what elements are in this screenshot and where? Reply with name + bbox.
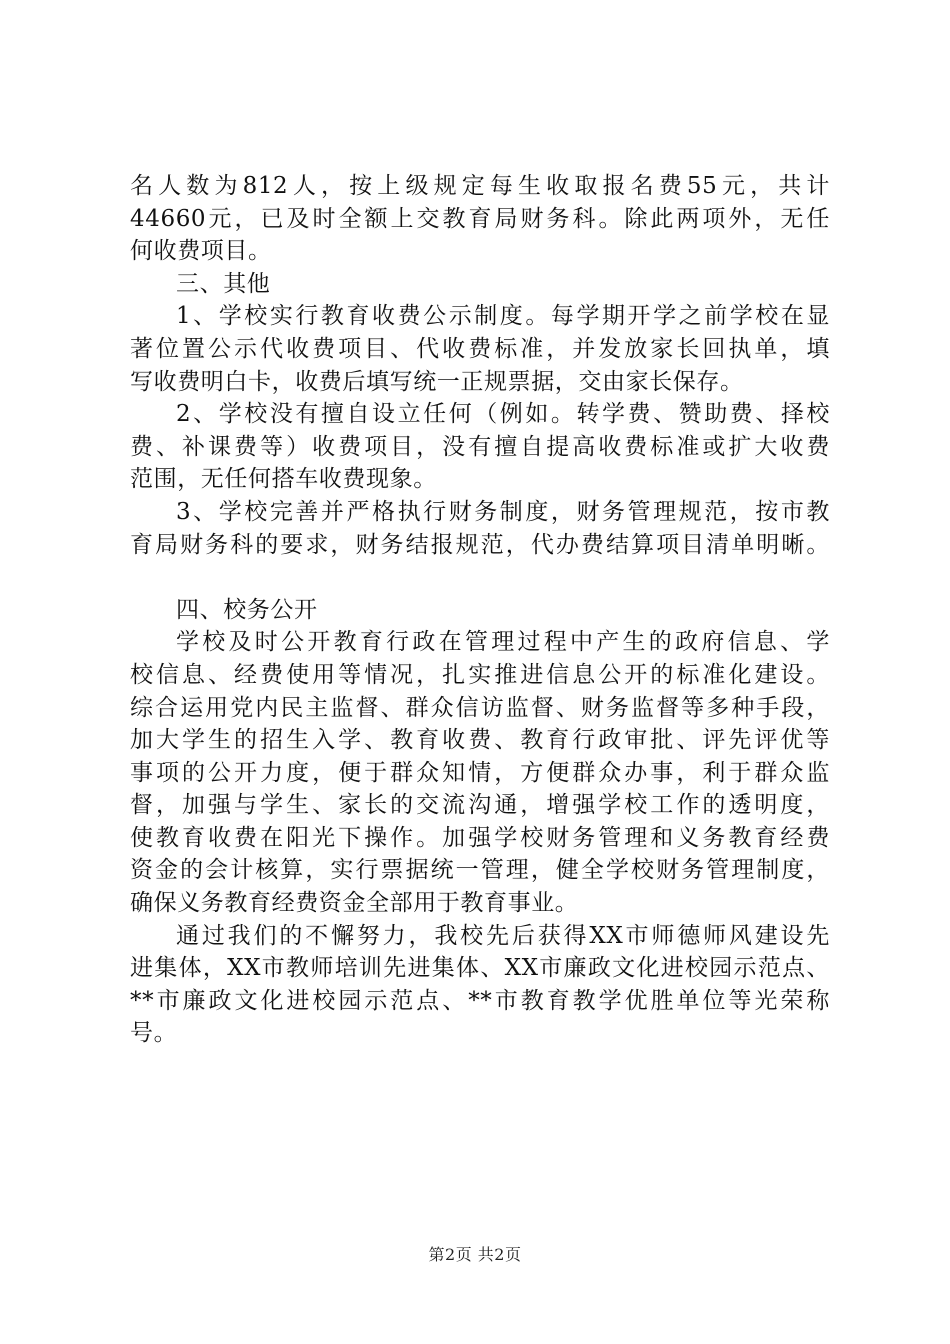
text-line: 校信息、经费使用等情况，扎实推进信息公开的标准化建设。 — [130, 661, 830, 688]
text-line: 督，加强与学生、家长的交流沟通，增强学校工作的透明度， — [130, 792, 830, 819]
text-line: 写收费明白卡，收费后填写统一正规票据，交由家长保存。 — [130, 368, 744, 395]
text-line: 资金的会计核算，实行票据统一管理，健全学校财务管理制度， — [130, 857, 830, 884]
text-line: 进集体，XX市教师培训先进集体、XX市廉政文化进校园示范点、 — [130, 955, 830, 982]
page-number-footer: 第2页 共2页 — [428, 1245, 522, 1264]
text-line: **市廉政文化进校园示范点、**市教育教学优胜单位等光荣称 — [130, 987, 830, 1014]
text-line: 2、学校没有擅自设立任何（例如。转学费、赞助费、择校 — [176, 401, 830, 428]
text-line: 范围，无任何搭车收费现象。 — [130, 466, 437, 493]
text-line: 学校及时公开教育行政在管理过程中产生的政府信息、学 — [176, 629, 830, 656]
text-line: 确保义务教育经费资金全部用于教育事业。 — [130, 890, 579, 917]
section-heading-other: 三、其他 — [176, 270, 271, 297]
text-line: 44660元，已及时全额上交教育局财务科。除此两项外，无任 — [130, 205, 830, 232]
text-line: 名人数为812人，按上级规定每生收取报名费55元，共计 — [130, 173, 830, 199]
text-line: 使教育收费在阳光下操作。加强学校财务管理和义务教育经费 — [130, 824, 830, 851]
text-line: 通过我们的不懈努力，我校先后获得XX市师德师风建设先 — [176, 922, 830, 949]
text-line: 事项的公开力度，便于群众知情，方便群众办事，利于群众监 — [130, 759, 830, 786]
text-line: 综合运用党内民主监督、群众信访监督、财务监督等多种手段， — [130, 694, 830, 721]
document-body — [130, 170, 830, 1050]
text-line: 著位置公示代收费项目、代收费标准，并发放家长回执单，填 — [130, 335, 830, 362]
text-line: 1、学校实行教育收费公示制度。每学期开学之前学校在显 — [176, 303, 830, 330]
blank-line — [130, 561, 830, 594]
section-heading-school-affairs: 四、校务公开 — [176, 596, 318, 623]
text-line: 何收费项目。 — [130, 238, 272, 265]
text-line: 3、学校完善并严格执行财务制度，财务管理规范，按市教 — [176, 498, 830, 525]
text-line: 加大学生的招生入学、教育收费、教育行政审批、评先评优等 — [130, 727, 830, 754]
text-line: 费、补课费等）收费项目，没有擅自提高收费标准或扩大收费 — [130, 433, 830, 460]
text-line: 号。 — [130, 1020, 178, 1047]
text-line: 育局财务科的要求，财务结报规范，代办费结算项目清单明晰。 — [130, 531, 830, 558]
